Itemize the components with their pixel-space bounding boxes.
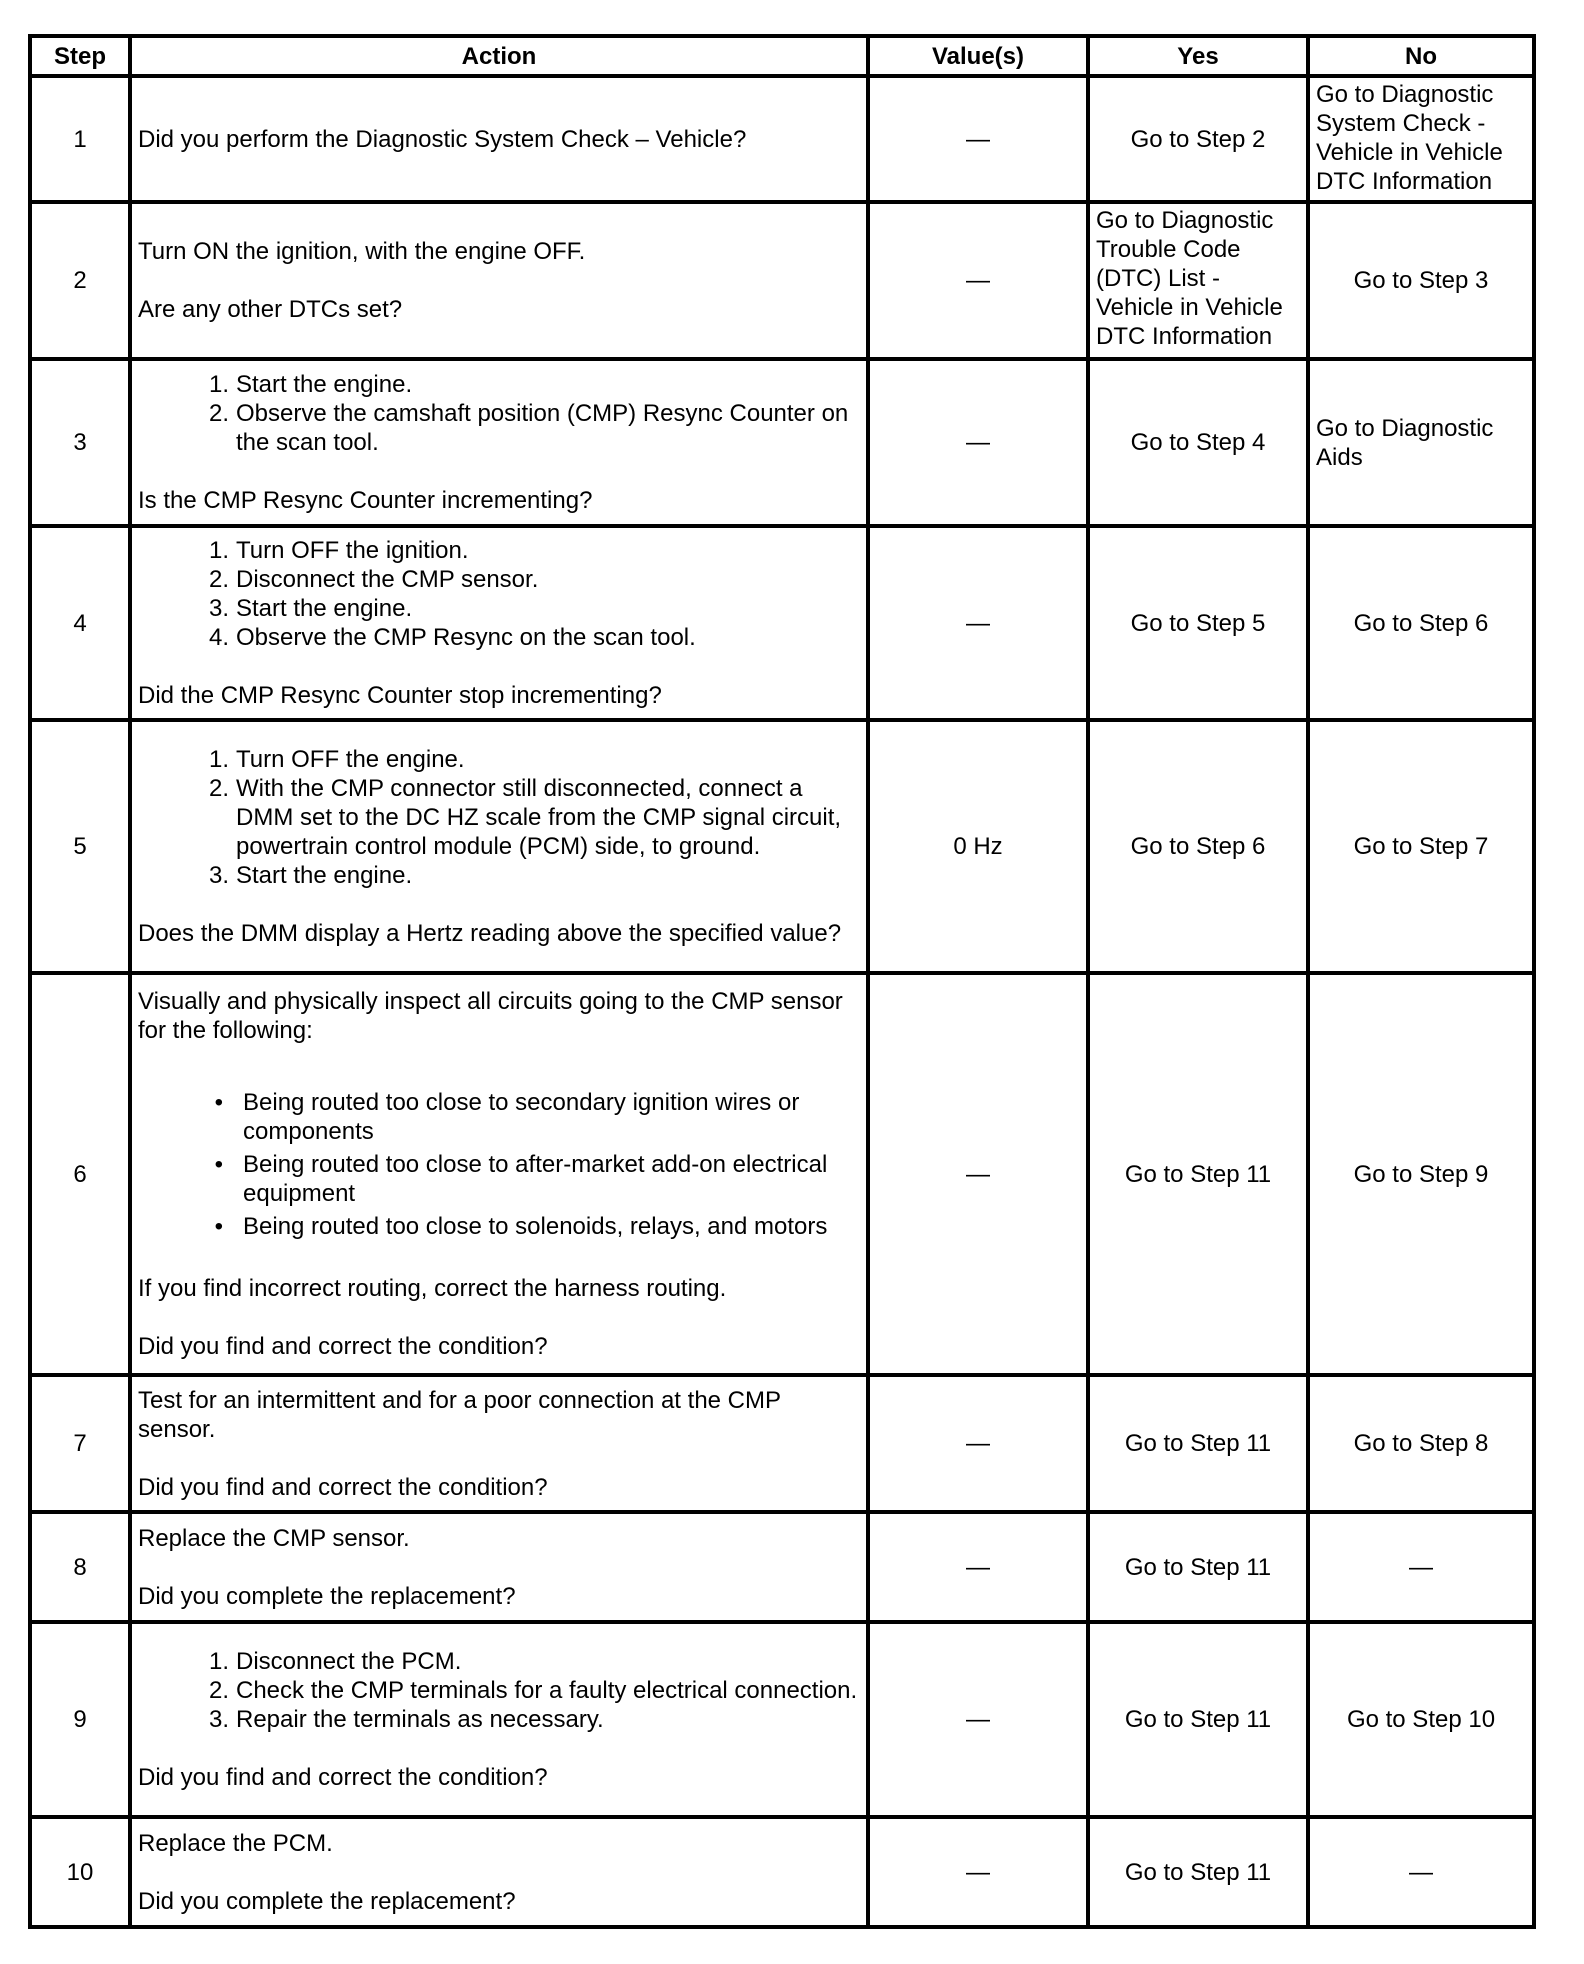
no-cell: Go to Step 9 [1308, 973, 1534, 1375]
table-row [30, 202, 1534, 359]
table-row [30, 720, 1534, 973]
table-row [30, 1512, 1534, 1622]
action-question: Is the CMP Resync Counter incrementing? [138, 487, 593, 514]
action-text: Turn ON the ignition, with the engine OFF. [138, 238, 586, 265]
action-question: Does the DMM display a Hertz reading above the specified value? [138, 920, 842, 947]
value-cell: — [868, 1375, 1088, 1512]
yes-cell: Go to Step 11 [1088, 973, 1308, 1375]
action-question: Did you find and correct the condition? [138, 1333, 548, 1360]
action-cell [130, 359, 868, 526]
action-cell [130, 1817, 868, 1927]
table-row [30, 526, 1534, 720]
header-no: No [1308, 36, 1534, 76]
list-item: 3 . Start the engine. [138, 861, 860, 890]
list-item: 2 . With the CMP connector still disconnected, connect a DMM set to the DC HZ scale from the CMP signal circuit, powertrain control module (PCM) side, to ground. [138, 774, 860, 861]
list-item: 1 . Disconnect the PCM. [138, 1647, 860, 1676]
no-cell: Go to Diagnostic System Check - Vehicle in Vehicle DTC Information [1308, 76, 1534, 202]
action-cell [130, 720, 868, 973]
no-cell: Go to Step 3 [1308, 202, 1534, 359]
step-number: 7 [30, 1375, 130, 1512]
action-bullets-list [138, 1088, 860, 1241]
action-cell [130, 1512, 868, 1622]
yes-cell: Go to Step 5 [1088, 526, 1308, 720]
action-question: Did you complete the replacement? [138, 1887, 516, 1915]
action-steps-list [138, 1647, 860, 1734]
no-cell: Go to Diagnostic Aids [1308, 359, 1534, 526]
value-cell: — [868, 973, 1088, 1375]
step-number: 9 [30, 1622, 130, 1817]
action-note: If you find incorrect routing, correct the harness routing. [138, 1275, 727, 1302]
no-cell: — [1308, 1512, 1534, 1622]
action-question: Did the CMP Resync Counter stop incrementing? [138, 682, 662, 709]
yes-cell: Go to Step 11 [1088, 1512, 1308, 1622]
yes-cell: Go to Step 2 [1088, 76, 1308, 202]
action-cell [130, 973, 868, 1375]
value-cell: — [868, 76, 1088, 202]
step-number: 6 [30, 973, 130, 1375]
action-text: Test for an intermittent and for a poor connection at the CMP sensor. [138, 1386, 781, 1443]
value-cell: — [868, 202, 1088, 359]
no-cell: Go to Step 7 [1308, 720, 1534, 973]
value-cell: — [868, 1817, 1088, 1927]
step-number: 2 [30, 202, 130, 359]
yes-cell: Go to Step 6 [1088, 720, 1308, 973]
list-item: • Being routed too close to secondary ignition wires or components [214, 1089, 800, 1145]
yes-cell: Go to Step 4 [1088, 359, 1308, 526]
action-question: Did you find and correct the condition? [138, 1764, 548, 1791]
yes-cell: Go to Step 11 [1088, 1622, 1308, 1817]
list-item: 3 . Start the engine. [138, 594, 860, 623]
header-action: Action [130, 36, 868, 76]
no-cell: — [1308, 1817, 1534, 1927]
action-steps-list [138, 536, 860, 652]
no-cell: Go to Step 6 [1308, 526, 1534, 720]
table-row [30, 1375, 1534, 1512]
yes-cell: Go to Step 11 [1088, 1375, 1308, 1512]
action-question: Did you complete the replacement? [138, 1582, 516, 1610]
list-item: 1 . Turn OFF the ignition. [138, 536, 860, 565]
action-text: Replace the CMP sensor. [138, 1524, 410, 1552]
header-step: Step [30, 36, 130, 76]
value-cell: — [868, 1512, 1088, 1622]
action-text: Replace the PCM. [138, 1829, 333, 1857]
list-item: 4 . Observe the CMP Resync on the scan tool. [138, 623, 860, 652]
no-cell: Go to Step 8 [1308, 1375, 1534, 1512]
step-number: 5 [30, 720, 130, 973]
yes-cell: Go to Diagnostic Trouble Code (DTC) List - Vehicle in Vehicle DTC Information [1088, 202, 1308, 359]
table-row [30, 1622, 1534, 1817]
value-cell: 0 Hz [868, 720, 1088, 973]
step-number: 4 [30, 526, 130, 720]
value-cell: — [868, 359, 1088, 526]
list-item: 1 . Start the engine. [138, 370, 860, 399]
list-item: • Being routed too close to solenoids, relays, and motors [214, 1213, 828, 1240]
action-steps-list [138, 370, 860, 457]
list-item: 2 . Check the CMP terminals for a faulty electrical connection. [138, 1676, 860, 1705]
step-number: 1 [30, 76, 130, 202]
table-row [30, 1817, 1534, 1927]
step-number: 8 [30, 1512, 130, 1622]
list-item: 1 . Turn OFF the engine. [138, 745, 860, 774]
action-cell [130, 526, 868, 720]
action-text: Did you perform the Diagnostic System Check – Vehicle? [138, 125, 747, 153]
action-text: Visually and physically inspect all circuits going to the CMP sensor for the following: [138, 988, 843, 1044]
value-cell: — [868, 1622, 1088, 1817]
action-cell [130, 1375, 868, 1512]
header-yes: Yes [1088, 36, 1308, 76]
table-row [30, 359, 1534, 526]
table-row [30, 76, 1534, 202]
step-number: 3 [30, 359, 130, 526]
step-number: 10 [30, 1817, 130, 1927]
action-steps-list [138, 745, 860, 890]
header-values: Value(s) [868, 36, 1088, 76]
table-row [30, 973, 1534, 1375]
value-cell: — [868, 526, 1088, 720]
diagnostic-table [28, 34, 1536, 1929]
action-cell [130, 76, 868, 202]
list-item: 2 . Disconnect the CMP sensor. [138, 565, 860, 594]
action-cell [130, 1622, 868, 1817]
no-cell: Go to Step 10 [1308, 1622, 1534, 1817]
action-question: Did you find and correct the condition? [138, 1473, 548, 1501]
list-item: 2 . Observe the camshaft position (CMP) Resync Counter on the scan tool. [138, 399, 860, 457]
list-item: 3 . Repair the terminals as necessary. [138, 1705, 860, 1734]
header-row [30, 36, 1534, 76]
list-item: • Being routed too close to after-market add-on electrical equipment [214, 1151, 828, 1207]
action-cell [130, 202, 868, 359]
action-question: Are any other DTCs set? [138, 296, 403, 323]
yes-cell: Go to Step 11 [1088, 1817, 1308, 1927]
